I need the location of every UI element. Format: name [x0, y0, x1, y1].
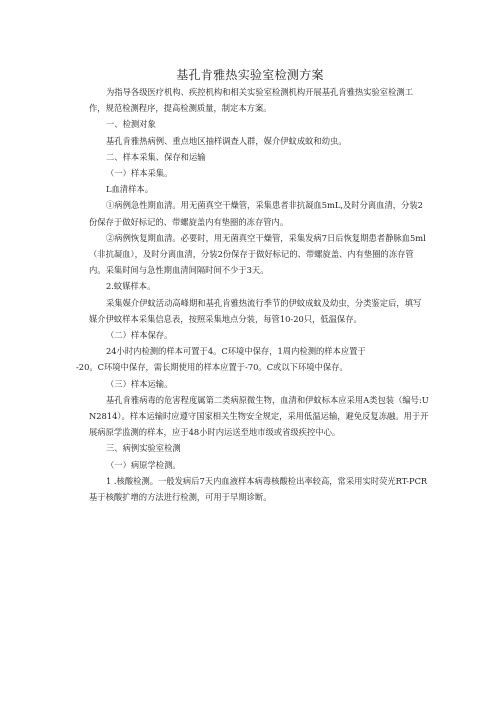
section-heading-3: 三、病例实验室检测 [106, 443, 181, 454]
subsection-heading-sample-collection: （一）样本采集。 [106, 168, 173, 179]
subsection-heading-pathogen: （一）病原学检测。 [106, 459, 181, 470]
paragraph-detection-targets: 基孔肯雅热病例、重点地区抽样调查人群，媒介伊蚊成蚊和幼虫。 [106, 135, 347, 146]
subsection-heading-sample-transport: （三）样本运输。 [106, 378, 173, 389]
paragraph-intro: 为指导各级医疗机构、疾控机构和相关实验室检测机构开展基孔肯雅热实验室检测工作，规范检测程序，提高检测质量，制定本方案。 [89, 87, 413, 114]
paragraph-transport: 基孔肯雅病毒的危害程度属第二类病原微生物，血清和伊蚊标本应采用A类包装（编号:UN2814）。样本运输时应遵守国家相关生物安全规定，采用低温运输，避免反复冻融。用于开展病原学监测的样本，应于48小时内运送至地市级或省级疾控中心。 [89, 394, 429, 438]
paragraph-nucleic-acid: 1 .核酸检测。一般发病后7天内血液样本病毒核酸检出率较高，常采用实时荧光RT-PCR基于核酸扩增的方法进行检测，可用于早期诊断。 [89, 475, 428, 503]
document-body [76, 84, 429, 505]
section-heading-1: 一、检测对象 [106, 119, 156, 130]
subsection-heading-sample-storage: （二）样本保存。 [106, 330, 173, 341]
section-heading-2: 二、样本采集、保存和运输 [106, 151, 206, 162]
paragraph-recovery-serum: ②病例恢复期血清。必要时，用无菌真空干燥管，采集发病7日后恢复期患者静脉血5ml（非抗凝血），及时分离血清，分装2份保存于做好标记的、带螺旋盖、内有垫圈的冻存管内。采集时间与急性期血清间隔时间不少于3天。 [89, 232, 426, 276]
item-heading-serum: L血清样本。 [106, 184, 153, 195]
paragraph-storage-1: 24小时内检测的样本可置于4。C环境中保存，1周内检测的样本应置于 [106, 346, 366, 357]
paragraph-mosquito-collection: 采集媒介伊蚊活动高峰期和基孔肯雅热流行季节的伊蚊成蚊及幼虫，分类鉴定后，填写媒介伊蚊样本采集信息表，按照采集地点分装，每管10-20只，低温保存。 [89, 297, 422, 324]
item-heading-mosquito: 2.蚊媒样本。 [106, 281, 156, 292]
paragraph-storage-2: -20。C环境中保存，需长期使用的样本应置于-70。C或以下环境中保存。 [76, 362, 348, 373]
document-title: 基孔肯雅热实验室检测方案 [176, 68, 324, 82]
paragraph-acute-serum: ①病例急性期血清。用无菌真空干燥管，采集患者非抗凝血5mL,及时分离血清，分装2份保存于做好标记的、带螺旋盖内有垫圈的冻存管内。 [89, 200, 423, 227]
